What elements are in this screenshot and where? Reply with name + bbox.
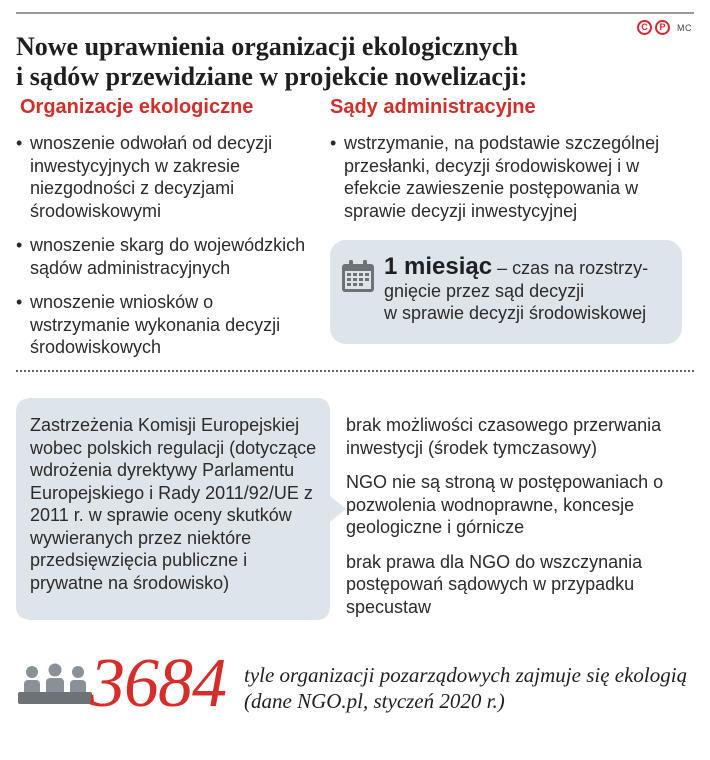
stat-number: 3684 xyxy=(90,645,226,722)
stat-caption: tyle organizacji pozarządowych zajmuje się ekologią (dane NGO.pl, styczeń 2020 r.) xyxy=(244,663,688,713)
list-item: brak możliwości czasowego przerwania inwestycji (środek tymczasowy) xyxy=(346,415,662,458)
heading-organizations: Organizacje ekologiczne xyxy=(20,96,254,118)
concerns-list xyxy=(346,414,696,630)
heading-courts: Sądy administracyjne xyxy=(330,96,536,118)
author-initials: MC xyxy=(677,22,692,33)
people-icon xyxy=(18,662,92,706)
list-item: • wnoszenie skarg do wojewódzkich sądów administracyjnych xyxy=(16,234,316,279)
p-logo-icon: P xyxy=(655,20,670,35)
list-item: NGO nie są stroną w postępowaniach o pozwolenia wodnoprawne, koncesje geologiczne i górnicze xyxy=(346,472,664,537)
deadline-text xyxy=(384,253,676,325)
list-item: brak prawa dla NGO do wszczynania postępowań sądowych w przypadku specustaw xyxy=(346,551,643,617)
c-logo-icon: C xyxy=(637,20,652,35)
deadline-line-1: – czas na rozstrzy- xyxy=(492,258,649,278)
deadline-highlight: 1 miesiąc xyxy=(384,253,493,280)
list-item: • wstrzymanie, na podstawie szczególnej przesłanki, decyzji środowiskowej i w efekcie zawieszenie postępowania w sprawie decyzji inwestycyjnej xyxy=(330,132,700,222)
organizations-list xyxy=(16,132,316,371)
deadline-line-2: gnięcie przez sąd decyzji xyxy=(384,280,585,301)
list-item: • wnoszenie wniosków o wstrzymanie wykonania decyzji środowiskowych xyxy=(16,291,316,359)
page-title xyxy=(16,32,616,92)
list-item: • wnoszenie odwołań od decyzji inwestycyjnych w zakresie niezgodności z decyzjami środowiskowymi xyxy=(16,132,316,222)
eu-concerns-text: Zastrzeżenia Komisji Europejskiej wobec polskich regulacji (dotyczące wdrożenia dyrektywy Parlamentu Europejskiego i Rady 2011/92/UE z 2011 r. w sprawie oceny skutków wywieranych przez niektóre przedsięwzięcia publiczne i prywatne na środowisko) xyxy=(30,415,317,593)
title-line-1: Nowe uprawnienia organizacji ekologicznych xyxy=(16,32,518,61)
courts-list xyxy=(330,132,700,234)
publisher-logos xyxy=(637,20,692,35)
deadline-line-3: w sprawie decyzji środowiskowej xyxy=(384,303,647,323)
title-line-2: i sądów przewidziane w projekcie nowelizacji: xyxy=(16,62,528,91)
top-rule xyxy=(16,12,694,14)
calendar-icon xyxy=(340,258,376,294)
section-divider xyxy=(16,370,694,372)
